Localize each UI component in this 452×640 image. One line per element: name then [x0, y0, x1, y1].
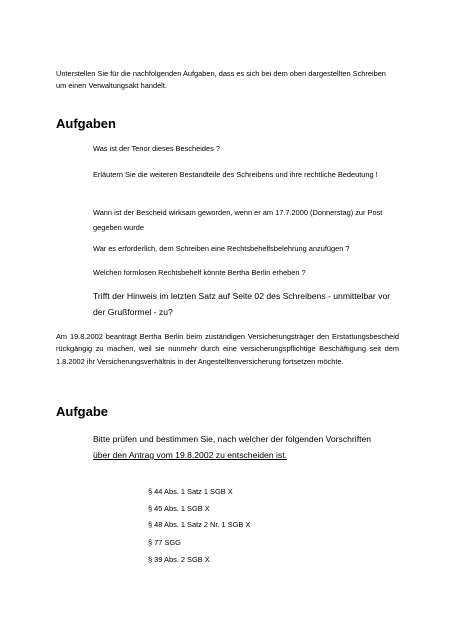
question-2: Erläutern Sie die weiteren Bestandteile des Schreibens und ihre rechtliche Bedeutung !	[93, 170, 378, 179]
norm-item: § 48 Abs. 1 Satz 2 Nr. 1 SGB X	[148, 520, 251, 529]
norm-item: § 44 Abs. 1 Satz 1 SGB X	[148, 487, 233, 496]
main-paragraph: Am 19.8.2002 beantragt Bertha Berlin beim zuständigen Versicherungsträger den Erstattungsbescheid rückgängig zu machen, weil sie nunmehr durch eine versicherungspflichtige Beschäftigung seit dem 1.8.2002 ihr Versicherungsverhältnis in der Angestelltenversicherung fortsetzen möchte.	[56, 332, 399, 366]
instruction-line-2: über den Antrag vom 19.8.2002 zu entscheiden ist.	[93, 450, 287, 460]
question-1: Was ist der Tenor dieses Bescheides ?	[93, 144, 220, 153]
hinweis-question: Trifft der Hinweis im letzten Satz auf Seite 02 des Schreibens - unmittelbar vor der Grußformel - zu?	[93, 291, 391, 317]
instruction-line-1: Bitte prüfen und bestimmen Sie, nach welcher der folgenden Vorschriften	[93, 434, 372, 444]
norm-item: § 39 Abs. 2 SGB X	[148, 555, 210, 564]
question-3: Wann ist der Bescheid wirksam geworden, wenn er am 17.7.2000 (Donnerstag) zur Post gegeben wurde	[93, 208, 383, 232]
norm-item: § 45 Abs. 1 SGB X	[148, 504, 210, 513]
norm-item: § 77 SGG	[148, 538, 181, 547]
question-5: Welchen formlosen Rechtsbehelf könnte Bertha Berlin erheben ?	[93, 268, 306, 277]
question-4: War es erforderlich, dem Schreiben eine Rechtsbehelfsbelehrung anzufügen ?	[93, 244, 350, 253]
instruction-text	[93, 431, 403, 463]
heading-aufgabe: Aufgabe	[56, 404, 108, 419]
heading-aufgaben: Aufgaben	[56, 116, 116, 131]
intro-paragraph: Unterstellen Sie für die nachfolgenden Aufgaben, dass es sich bei dem oben dargestellten Schreiben um einen Verwaltungsakt handelt.	[56, 69, 386, 90]
